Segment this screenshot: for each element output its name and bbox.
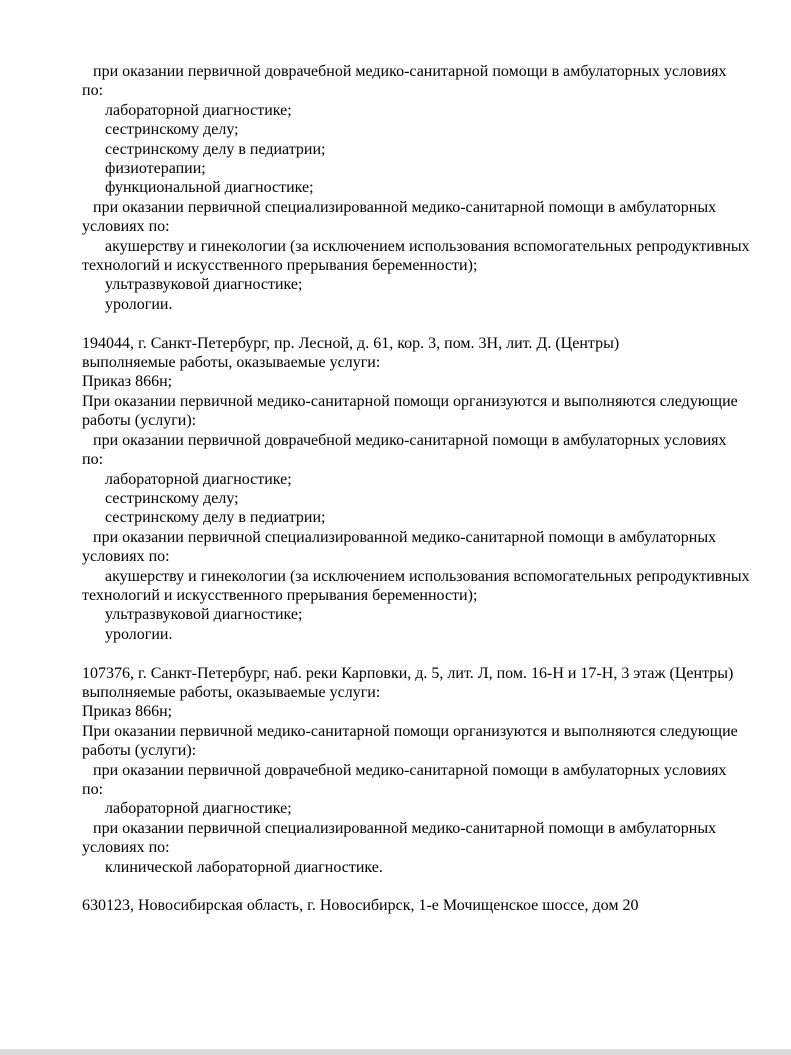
doc-line: при оказании первичной специализированной медико-санитарной помощи в амбулаторных <box>93 528 717 546</box>
doc-line: 107376, г. Санкт-Петербург, наб. реки Карповки, д. 5, лит. Л, пом. 16-Н и 17-Н, 3 этаж (Центры) <box>82 664 734 682</box>
doc-line: при оказании первичной доврачебной медико-санитарной помощи в амбулаторных условиях <box>93 761 727 779</box>
doc-line: сестринскому делу; <box>105 489 239 507</box>
doc-line: по: <box>82 451 104 469</box>
address-630123-block <box>82 896 753 915</box>
doc-line: технологий и искусственного прерывания беременности); <box>82 586 478 604</box>
doc-line: акушерству и гинекологии (за исключением использования вспомогательных репродуктивных <box>105 237 750 255</box>
doc-line: условиях по: <box>82 839 170 857</box>
doc-line: при оказании первичной специализированной медико-санитарной помощи в амбулаторных <box>93 819 717 837</box>
doc-line: выполняемые работы, оказываемые услуги: <box>82 354 381 372</box>
doc-line: Приказ 866н; <box>82 373 173 391</box>
doc-line: работы (услуги): <box>82 412 197 430</box>
doc-line: при оказании первичной доврачебной медико-санитарной помощи в амбулаторных условиях <box>93 63 727 80</box>
doc-line: сестринскому делу в педиатрии; <box>105 509 326 527</box>
doc-line: При оказании первичной медико-санитарной помощи организуются и выполняются следующие <box>82 722 738 740</box>
doc-line: Приказ 866н; <box>82 703 173 721</box>
doc-line: по: <box>82 781 104 798</box>
doc-line: при оказании первичной доврачебной медико-санитарной помощи в амбулаторных условиях <box>93 431 727 449</box>
doc-line: урологии. <box>105 625 173 643</box>
doc-line: функциональной диагностике; <box>105 179 314 197</box>
doc-line: условиях по: <box>82 218 170 236</box>
horizontal-scrollbar[interactable] <box>0 1049 791 1055</box>
address-194044-block <box>82 334 753 645</box>
doc-line: урологии. <box>105 295 173 313</box>
doc-line: клинической лабораторной диагностике. <box>105 858 383 876</box>
doc-line: лабораторной диагностике; <box>105 101 292 119</box>
doc-line: ультразвуковой диагностике; <box>105 276 303 294</box>
doc-line: 194044, г. Санкт-Петербург, пр. Лесной, д. 61, кор. 3, пом. 3Н, лит. Д. (Центры) <box>82 334 620 352</box>
doc-line: выполняемые работы, оказываемые услуги: <box>82 683 381 701</box>
doc-line: при оказании первичной специализированной медико-санитарной помощи в амбулаторных <box>93 198 717 216</box>
document-text <box>82 62 753 916</box>
doc-line: акушерству и гинекологии (за исключением использования вспомогательных репродуктивных <box>105 567 750 585</box>
doc-line: лабораторной диагностике; <box>105 470 292 488</box>
doc-line: 630123, Новосибирская область, г. Новосибирск, 1-е Мочищенское шоссе, дом 20 <box>82 897 639 915</box>
address-107376-block <box>82 664 753 877</box>
doc-line: сестринскому делу в педиатрии; <box>105 140 326 158</box>
services-continuation-block <box>82 62 753 314</box>
doc-line: по: <box>82 82 104 100</box>
doc-line: технологий и искусственного прерывания беременности); <box>82 257 478 275</box>
doc-line: ультразвуковой диагностике; <box>105 606 303 624</box>
doc-line: физиотерапии; <box>105 160 206 178</box>
doc-line: При оказании первичной медико-санитарной помощи организуются и выполняются следующие <box>82 392 738 410</box>
doc-line: работы (услуги): <box>82 742 197 760</box>
doc-line: условиях по: <box>82 548 170 566</box>
doc-line: лабораторной диагностике; <box>105 800 292 818</box>
doc-line: сестринскому делу; <box>105 121 239 139</box>
